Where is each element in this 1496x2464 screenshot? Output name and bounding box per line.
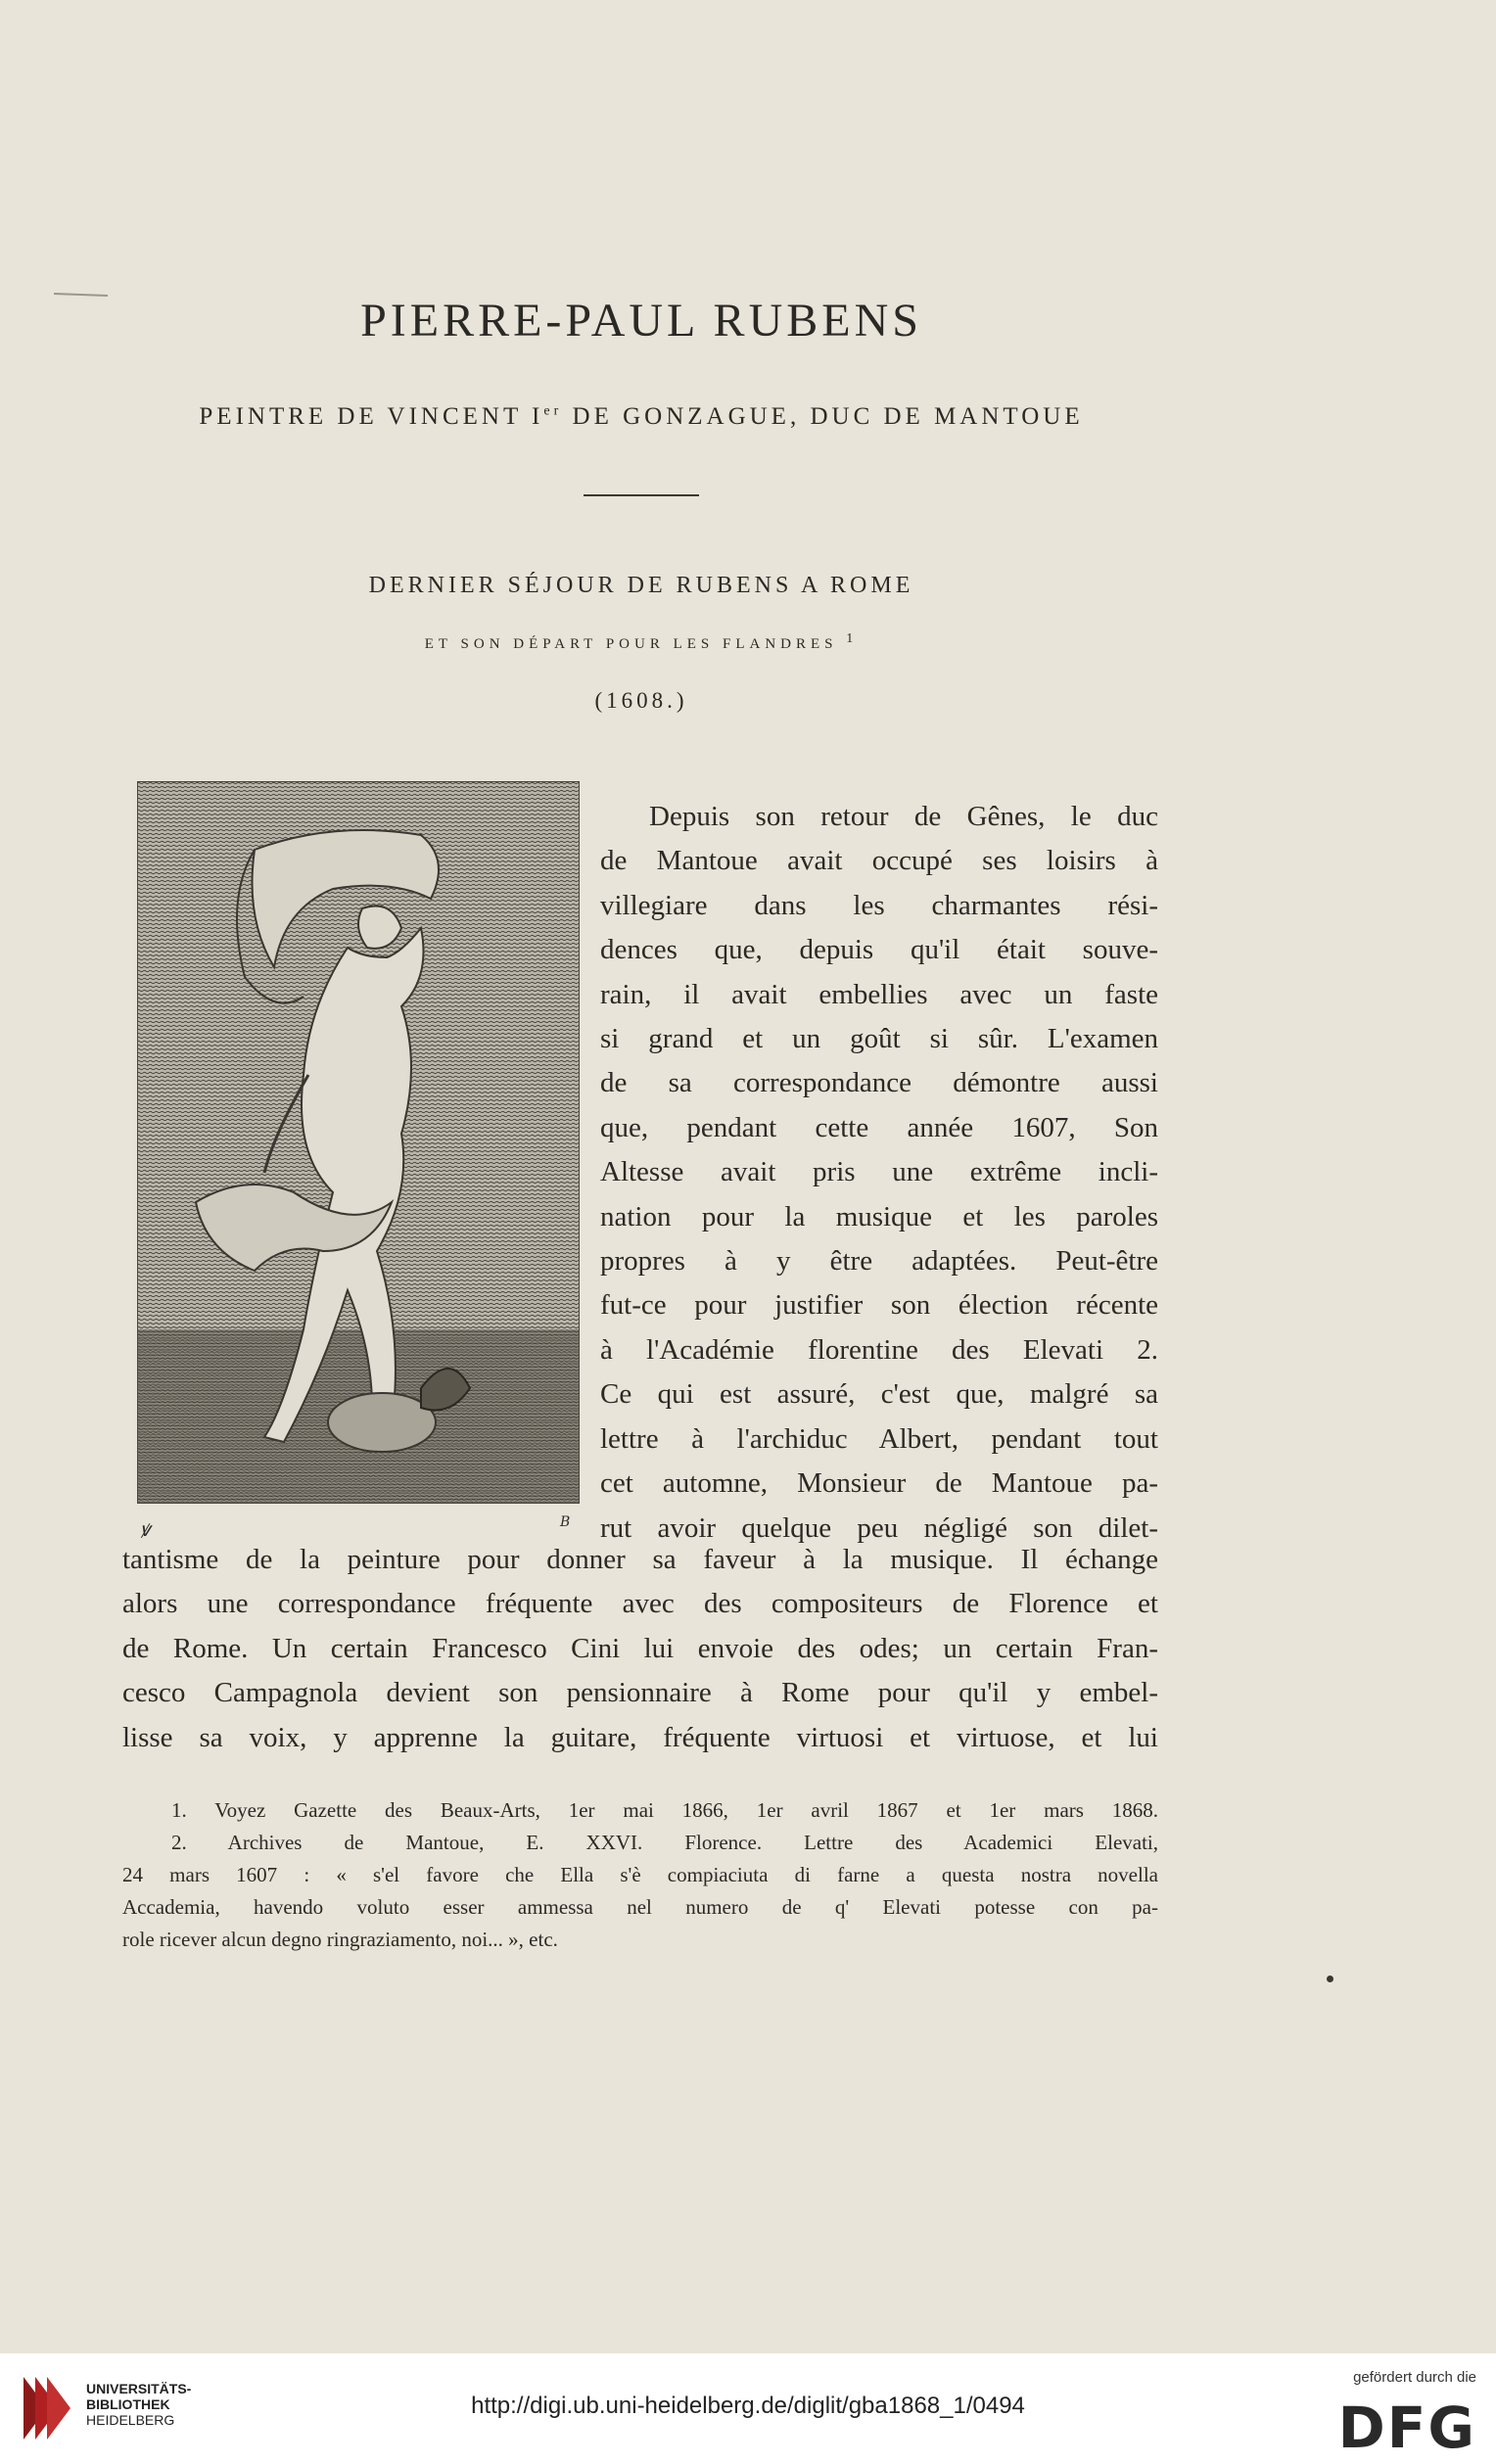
footnotes [122, 1794, 1158, 1956]
library-name-line-2: BIBLIOTHEK [86, 2396, 170, 2412]
section-subtitle [0, 631, 1283, 653]
body-text-narrow [600, 795, 1158, 1551]
page-subtitle [0, 403, 1283, 431]
text-line: à l'Académie florentine des Elevati 2. [600, 1333, 1158, 1366]
text-line: cesco Campagnola devient son pensionnaire à Rome pour qu'il y embel- [122, 1677, 1158, 1709]
text-line: Ce qui est assuré, c'est que, malgré sa [600, 1378, 1158, 1411]
text-line: fut-ce pour justifier son élection récente [600, 1289, 1158, 1322]
footnote-line: 24 mars 1607 : « s'el favore che Ella s'è compiaciuta di farne a questa nostra novella [122, 1863, 1158, 1886]
text-line: si grand et un goût si sûr. L'examen [600, 1023, 1158, 1055]
engraver-monogram-right: B [560, 1514, 571, 1530]
digitization-footer [0, 2353, 1496, 2464]
page-title: PIERRE-PAUL RUBENS [360, 295, 922, 347]
footnote-line: Accademia, havendo voluto esser ammessa nel numero de q' Elevati potesse con pa- [122, 1895, 1158, 1919]
text-line: lisse sa voix, y apprenne la guitare, fréquente virtuosi et virtuose, et lui [122, 1721, 1158, 1753]
text-line: que, pendant cette année 1607, Son [600, 1111, 1158, 1143]
text-line: villegiare dans les charmantes rési- [600, 889, 1158, 921]
engraving-illustration [137, 781, 580, 1504]
text-line: tantisme de la peinture pour donner sa faveur à la musique. Il échange [122, 1544, 1158, 1575]
section-date: (1608.) [594, 688, 688, 713]
text-line: de Rome. Un certain Francesco Cini lui envoie des odes; un certain Fran- [122, 1632, 1158, 1664]
subtitle-superscript: er [543, 403, 563, 419]
funding-label: gefördert durch die [1353, 2369, 1476, 2386]
text-line: rain, il avait embellies avec un faste [600, 978, 1158, 1010]
text-line: dences que, depuis qu'il était souve- [600, 934, 1158, 966]
footnote-line: 2. Archives de Mantoue, E. XXVI. Florence. Lettre des Academici Elevati, [171, 1831, 1158, 1854]
engraver-monogram-left: ꝟ [140, 1517, 151, 1541]
footnote-line: role ricever alcun degno ringraziamento, noi... », etc. [122, 1928, 558, 1951]
dfg-logo: DFG [1337, 2394, 1476, 2461]
text-line: Depuis son retour de Gênes, le duc [649, 801, 1158, 832]
section-subtitle-text: ET SON DÉPART POUR LES FLANDRES [424, 636, 838, 652]
text-line: Altesse avait pris une extrême incli- [600, 1156, 1158, 1188]
text-line: alors une correspondance fréquente avec des compositeurs de Florence et [122, 1588, 1158, 1620]
library-name-line-1: UNIVERSITÄTS- [86, 2381, 192, 2396]
section-title: DERNIER SÉJOUR DE RUBENS A ROME [368, 573, 914, 598]
subtitle-part-2: DE GONZAGUE, DUC DE MANTOUE [562, 403, 1084, 430]
title-divider [584, 494, 699, 496]
text-line: propres à y être adaptées. Peut-être [600, 1245, 1158, 1278]
shell-rock [328, 1393, 436, 1452]
body-text-wide [122, 1538, 1158, 1760]
library-name-line-3: HEIDELBERG [86, 2412, 175, 2428]
text-line: cet automne, Monsieur de Mantoue pa- [600, 1467, 1158, 1500]
text-line: rut avoir quelque peu négligé son dilet- [600, 1511, 1158, 1544]
text-line: nation pour la musique et les paroles [600, 1200, 1158, 1232]
permalink-url[interactable]: http://digi.ub.uni-heidelberg.de/diglit/gba1868_1/0494 [471, 2393, 1025, 2419]
subtitle-part-1: PEINTRE DE VINCENT I [199, 403, 544, 430]
text-line: lettre à l'archiduc Albert, pendant tout [600, 1422, 1158, 1455]
text-line: de Mantoue avait occupé ses loisirs à [600, 845, 1158, 877]
text-line: de sa correspondance démontre aussi [600, 1067, 1158, 1099]
section-footnote-ref: 1 [846, 631, 859, 646]
margin-dot [1327, 1976, 1333, 1982]
footnote-line: 1. Voyez Gazette des Beaux-Arts, 1er mai 1866, 1er avril 1867 et 1er mars 1868. [171, 1798, 1158, 1822]
